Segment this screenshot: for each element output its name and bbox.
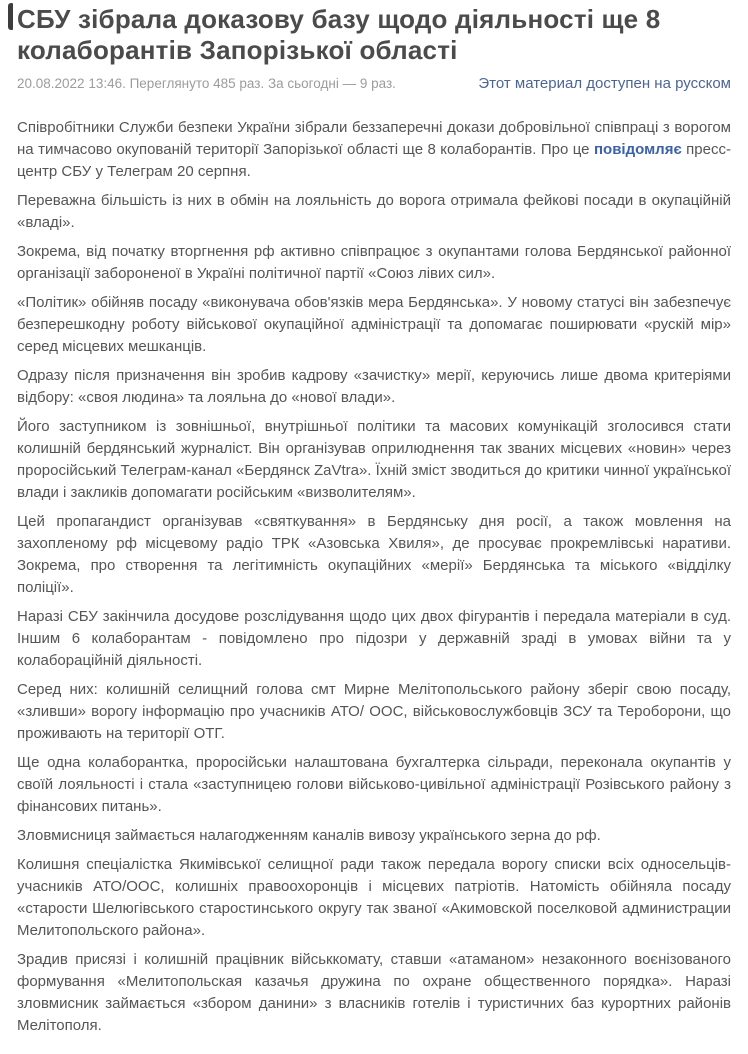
paragraph: Колишня спеціалістка Якимівської селищної ради також передала ворогу списки всіх односельців-учасників АТО/ООС, колишніх правоохоронців і місцевих патріотів. Натомість обійняла посаду «старости Шелюгівського старостинського округу так званої «Акимовской поселковой администрации Мелитопольского района». — [17, 856, 731, 939]
paragraph: Переважна більшість із них в обмін на лояльність до ворога отримала фейкові посади в окупаційній «владі». — [17, 192, 731, 231]
paragraph: Його заступником із зовнішньої, внутрішньої політики та масових комунікацій зголосився стати колишній бердянський журналіст. Він організував оприлюднення так званих місцевих «новин» через проросійський Телеграм-канал «Бердянск ZaVtra». Їхній зміст зводиться до критики чинної української влади і закликів допомагати російським «визволителям». — [17, 418, 731, 501]
paragraph-intro-after: пресс-центр СБУ у Телеграм 20 серпня. — [17, 141, 731, 180]
article-meta: 20.08.2022 13:46. Переглянуто 485 раз. За сьогодні — 9 раз. — [17, 76, 396, 91]
russian-version-link[interactable]: Этот материал доступен на русском — [478, 75, 731, 92]
page-title: СБУ зібрала доказову базу щодо діяльності ще 8 колаборантів Запорізької області — [17, 4, 661, 65]
article-body — [17, 117, 731, 1037]
paragraph: Зокрема, від початку вторгнення рф активно співпрацює з окупантами голова Бердянської районної організації забороненої в Україні політичної партії «Союз лівих сил». — [17, 243, 731, 282]
paragraph: Одразу після призначення він зробив кадрову «зачистку» мерії, керуючись лише двома критеріями відбору: «своя людина» та лояльна до «нової влади». — [17, 367, 731, 406]
article-meta-row — [17, 75, 731, 92]
paragraph: Зловмисниця займається налагодженням каналів вивозу українського зерна до рф. — [17, 827, 601, 844]
paragraph: Цей пропагандист організував «святкування» в Бердянську дня росії, а також мовлення на захопленому рф місцевому радіо ТРК «Азовська Хвиля», де просуває прокремлівські наративи. Зокрема, про створення та легітимність окупаційних «мерії» Бердянська та міського «відділку поліції». — [17, 513, 731, 596]
cropped-glyph-fragment — [8, 3, 13, 30]
paragraph-intro-before: Співробітники Служби безпеки України зібрали беззаперечні докази добровільної співпраці з ворогом на тимчасово окупованій території Запорізької області ще 8 колаборантів. Про це — [17, 119, 731, 158]
source-link[interactable]: повідомляє — [593, 141, 682, 158]
paragraph: Серед них: колишній селищний голова смт Мирне Мелітопольського району зберіг свою посаду, «зливши» ворогу інформацію про учасників АТО/ ООС, військовослужбовців ЗСУ та Тероборони, що проживають на території ОТГ. — [17, 681, 731, 742]
paragraph: Наразі СБУ закінчила досудове розслідування щодо цих двох фігурантів і передала матеріали в суд. Іншим 6 колаборантам - повідомлено про підозри у державній зраді в умовах війни та у колабораційній діяльності. — [17, 608, 731, 669]
paragraph: Ще одна колаборантка, проросійськи налаштована бухгалтерка сільради, переконала окупантів у своїй лояльності і стала «заступницею голови військово-цивільної адміністрації Розівського району з фінансових питань». — [17, 754, 731, 815]
paragraph-intro — [17, 117, 731, 183]
paragraph: Зрадив присязі і колишній працівник військкомату, ставши «атаманом» незаконного воєнізованого формування «Мелитопольская казачья дружина по охране общественного порядка». Наразі зловмисник займається «збором данини» з власників готелів і туристичних баз курортних районів Мелітополя. — [17, 951, 731, 1034]
paragraph: «Політик» обійняв посаду «виконувача обов'язків мера Бердянська». У новому статусі він забезпечує безперешкодну роботу військової окупаційної адміністрації та допомагає поширювати «рускій мір» серед місцевих мешканців. — [17, 294, 731, 355]
